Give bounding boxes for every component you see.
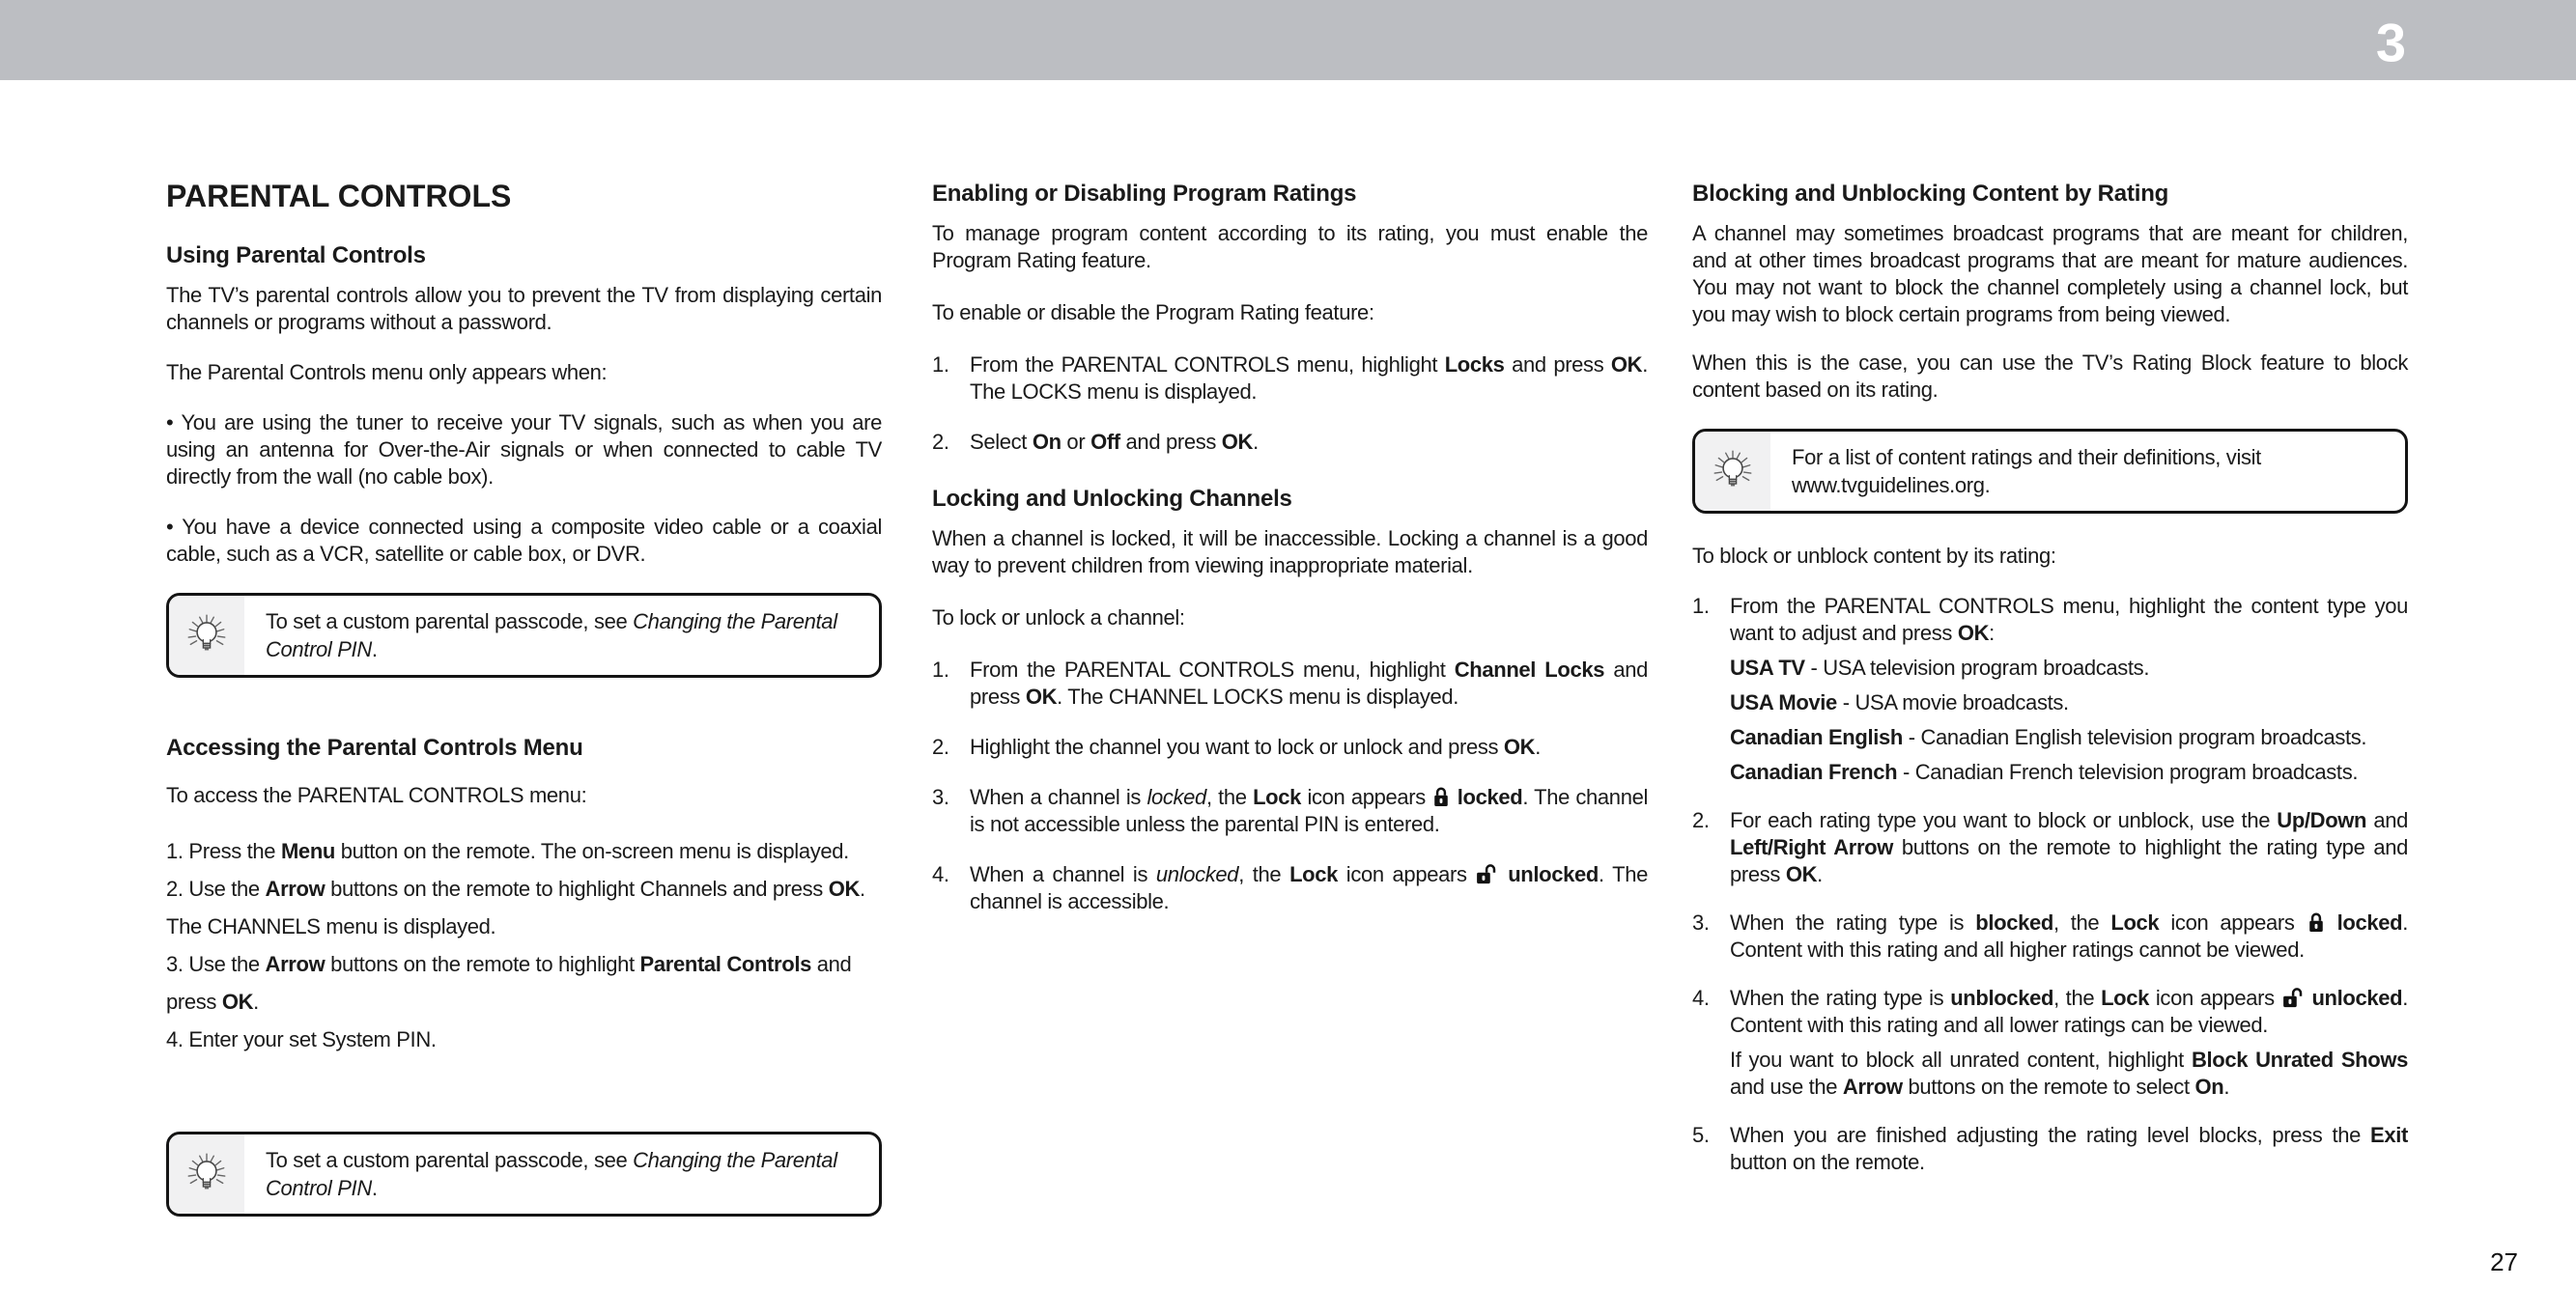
page-number: 27 (2490, 1247, 2518, 1276)
lock-closed-icon (2307, 910, 2326, 935)
lightbulb-icon (1711, 448, 1755, 494)
step-item: 1. From the PARENTAL CONTROLS menu, highlight the content type you want to adjust and press OK: USA TV - USA television program broadcasts. USA Movie - USA movie broadcasts. Canadian English - Canadian English television program broadcasts. Canadian French - Canadian French television program broadcasts. (1692, 594, 2408, 784)
chapter-number: 3 (2375, 11, 2406, 72)
step-item: 3. When a channel is locked, the Lock icon appears locked. The channel is not accessible unless the parental PIN is entered. (932, 785, 1648, 836)
step-item: 3. Use the Arrow buttons on the remote to highlight Parental Controls and press OK. (166, 952, 852, 1014)
step-item: 4. When the rating type is unblocked, the Lock icon appears unlocked. Content with this rating and all lower ratings can be viewed. If you want to block all unrated content, highlight Block Unrated Shows and use the Arrow buttons on the remote to select On. (1692, 986, 2409, 1099)
step-number: 1. (932, 658, 949, 682)
step-number: 1. (932, 352, 949, 377)
lightbulb-icon (184, 612, 229, 658)
step-continuation: If you want to block all unrated content, highlight Block Unrated Shows and use the Arrow buttons on the remote to select On. (1730, 1048, 2408, 1099)
rating-type-item: USA Movie - USA movie broadcasts. (1730, 690, 2069, 714)
paragraph: To access the PARENTAL CONTROLS menu: (166, 783, 587, 807)
step-item: 2. For each rating type you want to block or unblock, use the Up/Down and Left/Right Arrow buttons on the remote to highlight the rating type and press OK. (1692, 808, 2408, 886)
chapter-header-bar (0, 0, 2576, 80)
tip-icon-cell (169, 1134, 244, 1214)
paragraph: The Parental Controls menu only appears when: (166, 360, 608, 384)
tip-text: To set a custom parental passcode, see Changing the Parental Control PIN. (266, 609, 837, 661)
column-middle (932, 164, 1648, 915)
step-item: 2. Select On or Off and press OK. (932, 430, 1259, 454)
numbered-steps (166, 832, 882, 1058)
tip-box (1692, 429, 2408, 514)
step-item: 4. Enter your set System PIN. (166, 1027, 437, 1051)
paragraph: To manage program content according to its rating, you must enable the Program Rating feature. (932, 221, 1648, 272)
step-number: 1. (1692, 594, 1710, 618)
rating-type-item: USA TV - USA television program broadcasts. (1730, 656, 2150, 680)
step-item: 2. Highlight the channel you want to lock or unlock and press OK. (932, 735, 1541, 759)
bullet-item: • You have a device connected using a composite video cable or a coaxial cable, such as a VCR, satellite or cable box, or DVR. (166, 515, 882, 566)
step-item: 1. Press the Menu button on the remote. The on-screen menu is displayed. (166, 839, 849, 863)
page-title: PARENTAL CONTROLS (166, 179, 512, 213)
tip-box (166, 1132, 882, 1217)
step-item: 4. When a channel is unlocked, the Lock icon appears unlocked. The channel is accessible. (932, 862, 1648, 913)
step-number: 4. (1692, 986, 1710, 1010)
step-item: 3. When the rating type is blocked, the Lock icon appears locked. Content with this rating and all higher ratings cannot be viewed. (1692, 910, 2408, 962)
column-left (166, 164, 882, 1284)
section-heading-locking-channels: Locking and Unlocking Channels (932, 486, 1292, 512)
step-number: 2. (932, 430, 949, 454)
section-heading-accessing-menu: Accessing the Parental Controls Menu (166, 735, 583, 761)
step-item: 1. From the PARENTAL CONTROLS menu, highlight Channel Locks and press OK. The CHANNEL LOCKS menu is displayed. (932, 658, 1649, 709)
step-number: 4. (932, 862, 949, 886)
lock-open-icon (1475, 862, 1499, 886)
tip-box (166, 593, 882, 678)
section-heading-blocking-by-rating: Blocking and Unblocking Content by Rating (1692, 181, 2169, 207)
paragraph: To enable or disable the Program Rating feature: (932, 300, 1374, 324)
rating-type-item: Canadian English - Canadian English television program broadcasts. (1730, 725, 2367, 749)
step-item: 2. Use the Arrow buttons on the remote to highlight Channels and press OK. The CHANNELS menu is displayed. (166, 877, 865, 938)
tip-text: To set a custom parental passcode, see Changing the Parental Control PIN. (266, 1148, 837, 1200)
paragraph: When a channel is locked, it will be inaccessible. Locking a channel is a good way to prevent children from viewing inappropriate material. (932, 526, 1648, 577)
lock-open-icon (2281, 986, 2306, 1010)
paragraph: The TV’s parental controls allow you to prevent the TV from displaying certain channels or programs without a password. (166, 283, 882, 334)
tip-text: For a list of content ratings and their definitions, visit www.tvguidelines.org. (1792, 445, 2261, 497)
bullet-item: • You are using the tuner to receive your TV signals, such as when you are using an antenna for Over-the-Air signals or when connected to cable TV directly from the wall (no cable box). (166, 410, 882, 489)
step-number: 5. (1692, 1123, 1710, 1147)
tip-icon-cell (169, 596, 244, 675)
paragraph: To lock or unlock a channel: (932, 605, 1185, 630)
step-number: 3. (1692, 910, 1710, 935)
column-right (1692, 164, 2408, 1176)
section-heading-program-ratings: Enabling or Disabling Program Ratings (932, 181, 1357, 207)
lightbulb-icon (184, 1151, 229, 1197)
step-number: 2. (1692, 808, 1710, 832)
paragraph: When this is the case, you can use the TV’s Rating Block feature to block content based on its rating. (1692, 350, 2408, 402)
tip-icon-cell (1695, 432, 1770, 511)
lock-closed-icon (1431, 785, 1451, 809)
step-number: 3. (932, 785, 949, 809)
section-heading-using-parental-controls: Using Parental Controls (166, 242, 426, 268)
step-item: 1. From the PARENTAL CONTROLS menu, highlight Locks and press OK. The LOCKS menu is displayed. (932, 352, 1648, 404)
paragraph: To block or unblock content by its rating: (1692, 544, 2056, 568)
step-item: 5. When you are finished adjusting the rating level blocks, press the Exit button on the remote. (1692, 1123, 2408, 1174)
rating-type-item: Canadian French - Canadian French television program broadcasts. (1730, 760, 2359, 784)
step-number: 2. (932, 735, 949, 759)
paragraph: A channel may sometimes broadcast programs that are meant for children, and at other times broadcast programs that are meant for mature audiences. You may not want to block the channel completely using a channel lock, but you may wish to block certain programs from being viewed. (1692, 221, 2408, 326)
